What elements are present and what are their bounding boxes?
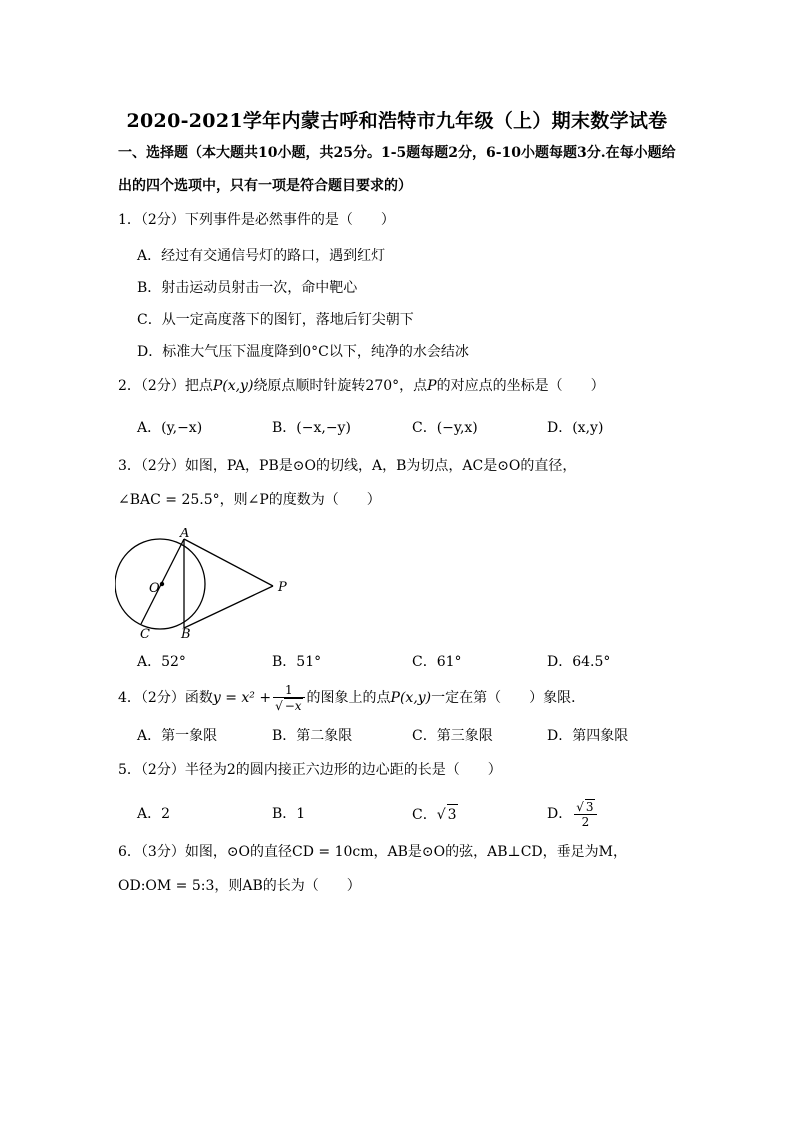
section-heading-line2: 出的四个选项中，只有一项是符合题目要求的）	[118, 178, 412, 194]
q5-option-c-label: C．	[412, 807, 437, 823]
label-c: C	[140, 627, 150, 642]
q2-point-p: P	[427, 378, 437, 394]
q2-stem	[118, 376, 605, 396]
q6-stem-line1: 6．（3分）如图，⊙O的直径CD = 10cm，AB是⊙O的弦，AB⊥CD，垂足为M，	[118, 844, 627, 860]
q5-option-a: A．2	[137, 806, 171, 822]
q1-option-a: A．经过有交通信号灯的路口，遇到红灯	[137, 248, 386, 264]
q4-fraction	[273, 683, 304, 713]
tangent-pb	[184, 586, 273, 628]
q4-option-d: D．第四象限	[547, 728, 629, 744]
q4-stem-c: 一定在第（ ）象限．	[431, 690, 586, 706]
q5-option-b: B．1	[272, 806, 306, 822]
q4-frac-num: 1	[273, 683, 304, 698]
q2-stem-b: 绕原点顺时针旋转270°，点	[253, 378, 428, 394]
label-b: B	[181, 627, 191, 642]
q3-option-b: B．51°	[272, 654, 322, 670]
label-p: P	[278, 580, 287, 595]
q4-function: y = x² +	[212, 690, 272, 706]
q1-stem: 1．（2分）下列事件是必然事件的是（ ）	[118, 212, 395, 228]
q3-option-c: C．61°	[412, 654, 462, 670]
q3-stem-line1: 3．（2分）如图，PA，PB是⊙O的切线，A，B为切点，AC是⊙O的直径，	[118, 458, 577, 474]
q3-option-a: A．52°	[137, 654, 186, 670]
q6-stem-line2: OD:OM = 5:3，则AB的长为（ ）	[118, 878, 361, 894]
q4-stem-a: 4．（2分）函数	[118, 690, 213, 706]
q5-stem: 5．（2分）半径为2的圆内接正六边形的边心距的长是（ ）	[118, 762, 502, 778]
q5-option-d-label: D．	[547, 806, 573, 822]
q5-d-den: 2	[581, 815, 590, 829]
q3-option-d: D．64.5°	[547, 654, 611, 670]
q5-option-c-radicand: 3	[447, 804, 458, 825]
diameter-ac	[141, 539, 184, 624]
q5-option-d-fraction	[574, 799, 596, 829]
q3-figure	[115, 528, 300, 643]
q4-option-c: C．第三象限	[412, 728, 493, 744]
q4-stem-b: 的图象上的点	[306, 690, 391, 706]
q4-radicand: −x	[284, 699, 302, 713]
q4-option-b: B．第二象限	[272, 728, 353, 744]
q2-stem-c: 的对应点的坐标是（ ）	[436, 378, 605, 394]
section-heading-line1: 一、选择题（本大题共10小题，共25分。1-5题每题2分，6-10小题每题3分.在每小题给	[118, 145, 676, 161]
q1-option-b: B．射击运动员射击一次，命中靶心	[137, 280, 358, 296]
q2-stem-a: 2．（2分）把点	[118, 378, 213, 394]
q1-option-d: D．标准大气压下温度降到0°C以下，纯净的水会结冰	[137, 344, 469, 360]
q2-option-a: A．(y,−x)	[137, 420, 203, 436]
q5-option-c: C．√ 3	[412, 804, 458, 825]
q2-option-c: C．(−y,x)	[412, 420, 478, 436]
q2-point: P(x,y)	[212, 378, 254, 394]
page-title: 2020-2021学年内蒙古呼和浩特市九年级（上）期末数学试卷	[126, 110, 668, 132]
q4-frac-den: √ −x	[275, 699, 302, 713]
q5-option-d	[547, 796, 599, 832]
q3-stem-line2: ∠BAC = 25.5°，则∠P的度数为（ ）	[118, 492, 381, 508]
q2-option-d: D．(x,y)	[547, 420, 604, 436]
q4-stem	[118, 680, 585, 716]
q2-option-b: B．(−x,−y)	[272, 420, 351, 436]
label-o: O	[149, 581, 160, 596]
q4-option-a: A．第一象限	[137, 728, 218, 744]
q5-d-radicand: 3	[585, 800, 594, 814]
q1-option-c: C．从一定高度落下的图钉，落地后钉尖朝下	[137, 312, 414, 328]
center-dot	[160, 582, 164, 586]
q5-d-num: √ 3	[574, 799, 596, 815]
tangent-pa	[184, 539, 273, 586]
label-a: A	[180, 528, 190, 541]
q4-point: P(x,y)	[390, 690, 432, 706]
